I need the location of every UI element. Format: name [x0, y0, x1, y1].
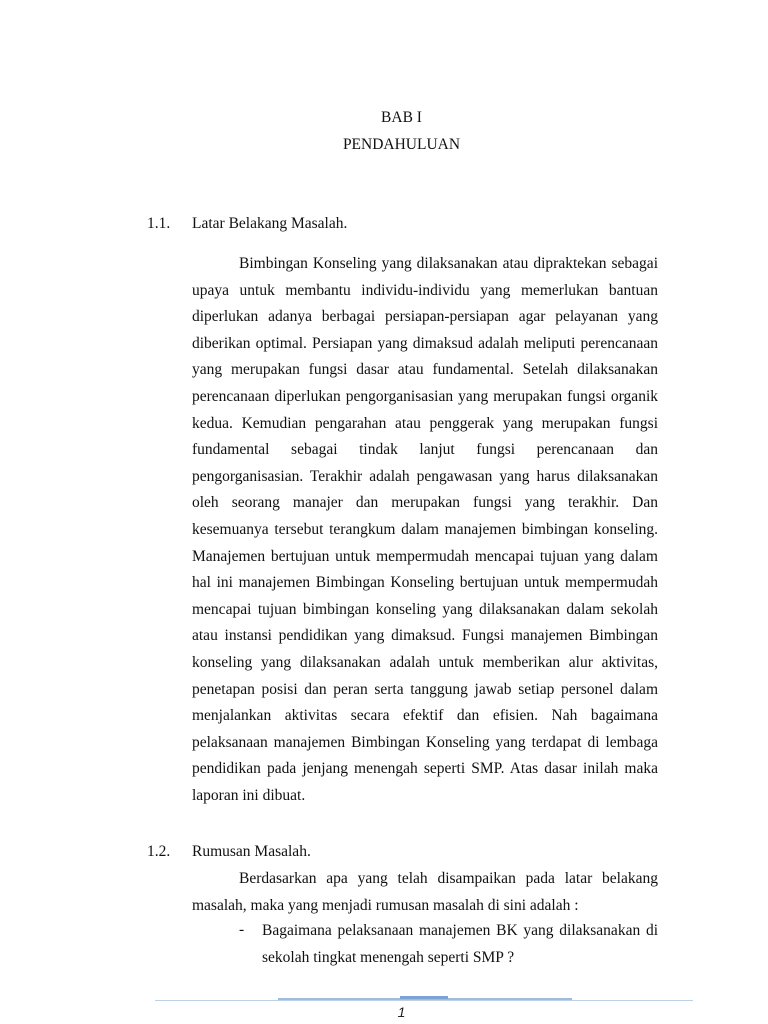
bullet-mark: - — [239, 921, 245, 938]
chapter-title: PENDAHULUAN — [342, 136, 461, 153]
section-1-title: Latar Belakang Masalah. — [192, 215, 348, 232]
paragraph-line: Berdasarkan apa yang telah disampaikan pada latar belakang — [239, 870, 658, 887]
paragraph-line: penetapan posisi dan peran serta tanggung jawab setiap personel dalam — [192, 680, 658, 698]
section-2-paragraph — [192, 866, 658, 919]
footer-divider — [155, 1000, 693, 1001]
paragraph-line: mencapai tujuan bimbingan konseling yang dilaksanakan dalam sekolah — [192, 600, 658, 618]
paragraph-line: laporan ini dibuat. — [192, 786, 306, 804]
paragraph-line: kesemuanya tersebut terangkum dalam manajemen bimbingan konseling. — [192, 520, 658, 538]
section-2-title: Rumusan Masalah. — [192, 843, 311, 860]
paragraph-line: hal ini manajemen Bimbingan Konseling bertujuan untuk mempermudah — [192, 574, 658, 592]
paragraph-line: pengorganisasian. Terakhir adalah pengawasan yang harus dilaksanakan — [192, 467, 658, 485]
section-1-number: 1.1. — [147, 215, 171, 232]
paragraph-line: kedua. Kemudian pengarahan atau penggerak yang merupakan fungsi — [192, 414, 658, 432]
paragraph-line: Bimbingan Konseling yang dilaksanakan atau dipraktekan sebagai — [239, 255, 658, 272]
paragraph-line: diperlukan adanya berbagai persiapan-persiapan agar pelayanan yang — [192, 308, 658, 326]
paragraph-line: atau instansi pendidikan yang dimaksud. Fungsi manajemen Bimbingan — [192, 627, 658, 645]
paragraph-line: fundamental sebagai tindak lanjut fungsi perencanaan dan — [192, 441, 658, 459]
paragraph-line: perencanaan diperlukan pengorganisasian yang merupakan fungsi organik — [192, 387, 658, 405]
paragraph-line: pendidikan pada jenjang menengah seperti SMP. Atas dasar inilah maka — [192, 760, 658, 778]
section-2-number: 1.2. — [147, 843, 171, 860]
bullet-line: sekolah tingkat menengah seperti SMP ? — [262, 948, 515, 966]
paragraph-line: konseling yang dilaksanakan adalah untuk memberikan alur aktivitas, — [192, 653, 658, 671]
section-1-paragraph — [192, 251, 658, 809]
paragraph-line: yang merupakan fungsi dasar atau fundamental. Setelah dilaksanakan — [192, 361, 658, 379]
paragraph-line: oleh seorang manajer dan merupakan fungsi yang terakhir. Dan — [192, 494, 658, 512]
bullet-item — [262, 918, 658, 971]
paragraph-line: Manajemen bertujuan untuk mempermudah mencapai tujuan yang dalam — [192, 547, 658, 565]
paragraph-line: upaya untuk membantu individu-individu yang memerlukan bantuan — [192, 281, 658, 299]
chapter-number: BAB I — [381, 109, 422, 126]
bullet-line: Bagaimana pelaksanaan manajemen BK yang dilaksanakan di — [262, 922, 658, 939]
paragraph-line: masalah, maka yang menjadi rumusan masalah di sini adalah : — [192, 896, 579, 914]
footer-divider-center — [400, 996, 448, 999]
paragraph-line: diberikan optimal. Persiapan yang dimaksud adalah meliputi perencanaan — [192, 334, 658, 352]
paragraph-line: menjalankan aktivitas secara efektif dan efisien. Nah bagaimana — [192, 707, 658, 725]
page-number: 1 — [397, 1004, 406, 1020]
paragraph-line: pelaksanaan manajemen Bimbingan Konseling yang terdapat di lembaga — [192, 733, 658, 751]
